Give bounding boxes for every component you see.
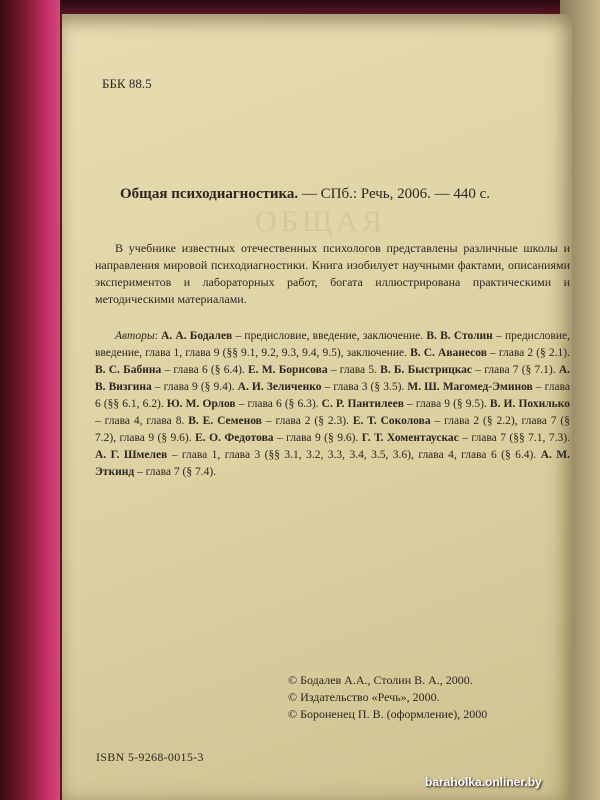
author-contribution: – глава 9 (§ 9.5). <box>403 398 490 410</box>
author-contribution: – глава 2 (§ 2.1). <box>486 347 570 359</box>
author-name: Г. Т. Хоментаускас <box>361 432 459 444</box>
author-name: А. В. Визгина <box>95 364 570 393</box>
author-contribution: – глава 1, глава 3 (§§ 3.1, 3.2, 3.3, 3.4, 3.5, 3.6), глава 4, глава 6 (§ 6.4). <box>167 449 541 461</box>
author-name: А. М. Эткинд <box>95 449 570 478</box>
author-contribution: – глава 7 (§ 7.4). <box>134 466 217 478</box>
authors-label: Авторы <box>115 330 155 342</box>
author-name: В. И. Похилько <box>489 398 570 410</box>
author-contribution: – глава 2 (§ 2.3). <box>261 415 353 427</box>
author-contribution: – глава 3 (§ 3.5). <box>321 381 408 393</box>
book-title: Общая психодиагностика. <box>120 186 299 202</box>
author-name: М. Ш. Магомед-Эминов <box>407 381 533 393</box>
publication-info: — СПб.: Речь, 2006. — 440 с. <box>298 186 491 202</box>
annotation: В учебнике известных отечественных психологов представлены различные школы и направления мировой психодиагностики. Книга изобилует научными фактами, описаниями экспериментов и лабораторных работ, богата иллюстрирована практическими и методическими материалами. <box>95 241 570 306</box>
author-name: В. В. Столин <box>426 330 493 342</box>
author-name: В. Е. Семенов <box>188 415 262 427</box>
author-contribution: – предисловие, введение, заключение. <box>232 330 427 342</box>
book-title-line <box>120 186 490 203</box>
author-contribution: – глава 6 (§§ 6.1, 6.2). <box>95 381 570 410</box>
copyright-line: © Бодалев А.А., Столин В. А., 2000. <box>288 673 473 687</box>
author-name: Е. О. Федотова <box>195 432 274 444</box>
author-contribution: – глава 6 (§ 6.4). <box>161 364 249 376</box>
watermark: baraholka.onliner.by <box>425 775 542 789</box>
author-contribution: – глава 4, глава 8. <box>95 415 189 427</box>
bleed-through-text: ОБЩАЯ <box>255 205 386 238</box>
author-name: А. И. Зеличенко <box>237 381 322 393</box>
isbn: ISBN 5-9268-0015-3 <box>96 750 204 764</box>
copyright-block <box>288 672 487 723</box>
author-name: Е. М. Борисова <box>248 364 328 376</box>
bbk-code: ББК 88.5 <box>102 76 152 91</box>
author-contribution: – глава 6 (§ 6.3). <box>235 398 322 410</box>
author-contribution: – глава 9 (§ 9.4). <box>151 381 238 393</box>
author-contribution: – глава 7 (§§ 7.1, 7.3). <box>458 432 570 444</box>
book-cover-edge <box>0 0 60 800</box>
authors-list: Авторы: А. А. Бодалев – предисловие, введение, заключение. В. В. Столин – предисловие, введение, глава 1, глава 9 (§§ 9.1, 9.2, 9.3, 9.4, 9.5), заключение. В. С. Аванесов – глава 2 (§ 2.1). В. С. Бабина – глава 6 (§ 6.4). Е. М. Борисова – глава 5. В. Б. Быстрицкас – глава 7 (§ 7.1). А. В. Визгина – глава 9 (§ 9.4). А. И. Зеличенко – глава 3 (§ 3.5). М. Ш. Магомед-Эминов – глава 6 (§§ 6.1, 6.2). Ю. М. Орлов – глава 6 (§ 6.3). С. Р. Пантилеев – глава 9 (§ 9.5). В. И. Похилько – глава 4, глава 8. В. Е. Семенов – глава 2 (§ 2.3). Е. Т. Соколова – глава 2 (§ 2.2), глава 7 (§ 7.2), глава 9 (§ 9.6). Е. О. Федотова – глава 9 (§ 9.6). Г. Т. Хоментаускас – глава 7 (§§ 7.1, 7.3). А. Г. Шмелев – глава 1, глава 3 (§§ 3.1, 3.2, 3.3, 3.4, 3.5, 3.6), глава 4, глава 6 (§ 6.4). А. М. Эткинд – глава 7 (§ 7.4). <box>95 330 570 478</box>
author-name: А. А. Бодалев <box>161 330 233 342</box>
author-contribution: – глава 5. <box>327 364 381 376</box>
author-contribution: – глава 7 (§ 7.1). <box>472 364 559 376</box>
copyright-line: © Издательство «Речь», 2000. <box>288 690 440 704</box>
author-contribution: – глава 2 (§ 2.2), глава 7 (§ 7.2), глава 9 (§ 9.6). <box>95 415 570 444</box>
author-name: С. Р. Пантилеев <box>321 398 404 410</box>
author-name: В. С. Бабина <box>95 364 162 376</box>
author-name: Ю. М. Орлов <box>166 398 236 410</box>
author-contribution: – глава 9 (§ 9.6). <box>273 432 362 444</box>
author-name: В. Б. Быстрицкас <box>380 364 473 376</box>
author-name: В. С. Аванесов <box>410 347 487 359</box>
author-name: А. Г. Шмелев <box>95 449 168 461</box>
author-name: Е. Т. Соколова <box>352 415 431 427</box>
author-contribution: – предисловие, введение, глава 1, глава 9 (§§ 9.1, 9.2, 9.3, 9.4, 9.5), заключение. <box>95 330 570 359</box>
copyright-line: © Бороненец П. В. (оформление), 2000 <box>288 707 488 721</box>
